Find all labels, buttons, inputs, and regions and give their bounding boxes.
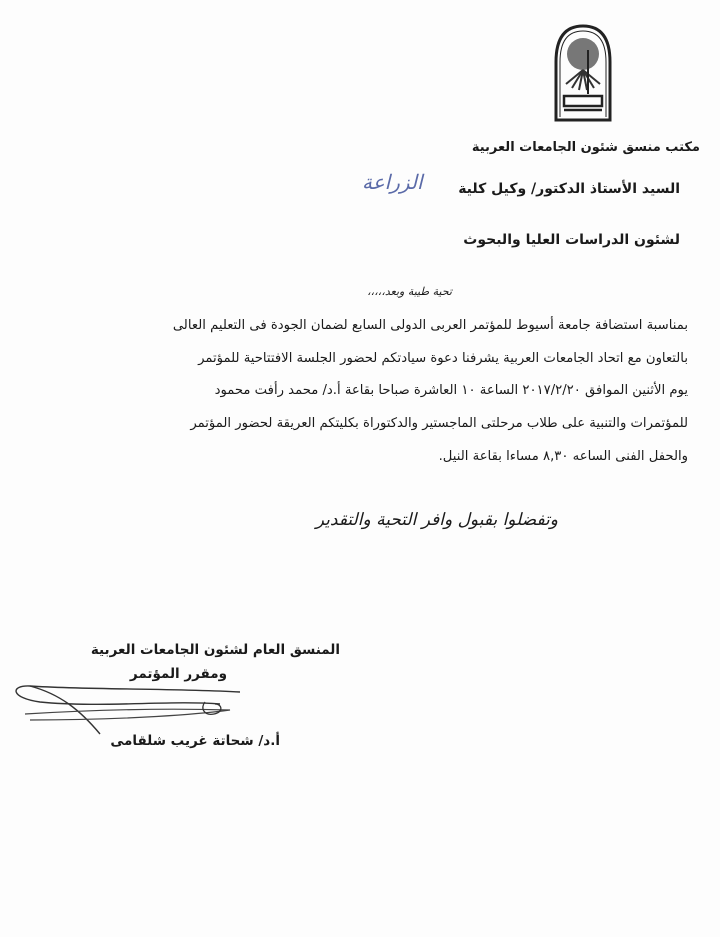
signatory-name: أ.د/ شحاتة غريب شلقامى <box>110 733 280 749</box>
handwritten-signature <box>10 680 250 740</box>
signatory-title: المنسق العام لشئون الجامعات العربية <box>90 642 340 658</box>
office-header: مكتب منسق شئون الجامعات العربية <box>471 140 700 155</box>
body-line: والحفل الفنى الساعه ٨,٣٠ مساءا بقاعة النيل. <box>438 449 688 464</box>
greeting: تحية طيبة وبعد،،،،، <box>367 285 452 298</box>
closing: وتفضلوا بقبول وافر التحية والتقدير <box>315 510 558 530</box>
addressee-salutation: السيد الأستاذ الدكتور/ وكيل كلية <box>458 181 680 197</box>
body-line: بمناسبة استضافة جامعة أسيوط للمؤتمر العربى الدولى السابع لضمان الجودة فى التعليم العالى <box>172 318 688 333</box>
addressee-department: لشئون الدراسات العليا والبحوث <box>463 232 680 248</box>
body-line: يوم الأثنين الموافق ٢٠١٧/٢/٢٠ الساعة ١٠ العاشرة صباحا بقاعة أ.د/ محمد رأفت محمود <box>214 383 688 398</box>
body-line: بالتعاون مع اتحاد الجامعات العربية يشرفنا دعوة سيادتكم لحضور الجلسة الافتتاحية للمؤتمر <box>198 351 688 366</box>
body-line: للمؤتمرات والتنبية على طلاب مرحلتى الماجستير والدكتوراة بكليتكم العريقة لحضور المؤتمر <box>190 416 688 431</box>
university-logo <box>548 22 618 122</box>
signatory-role: ومقرر المؤتمر <box>129 666 227 682</box>
faculty-handwritten: الزراعة <box>362 170 423 194</box>
